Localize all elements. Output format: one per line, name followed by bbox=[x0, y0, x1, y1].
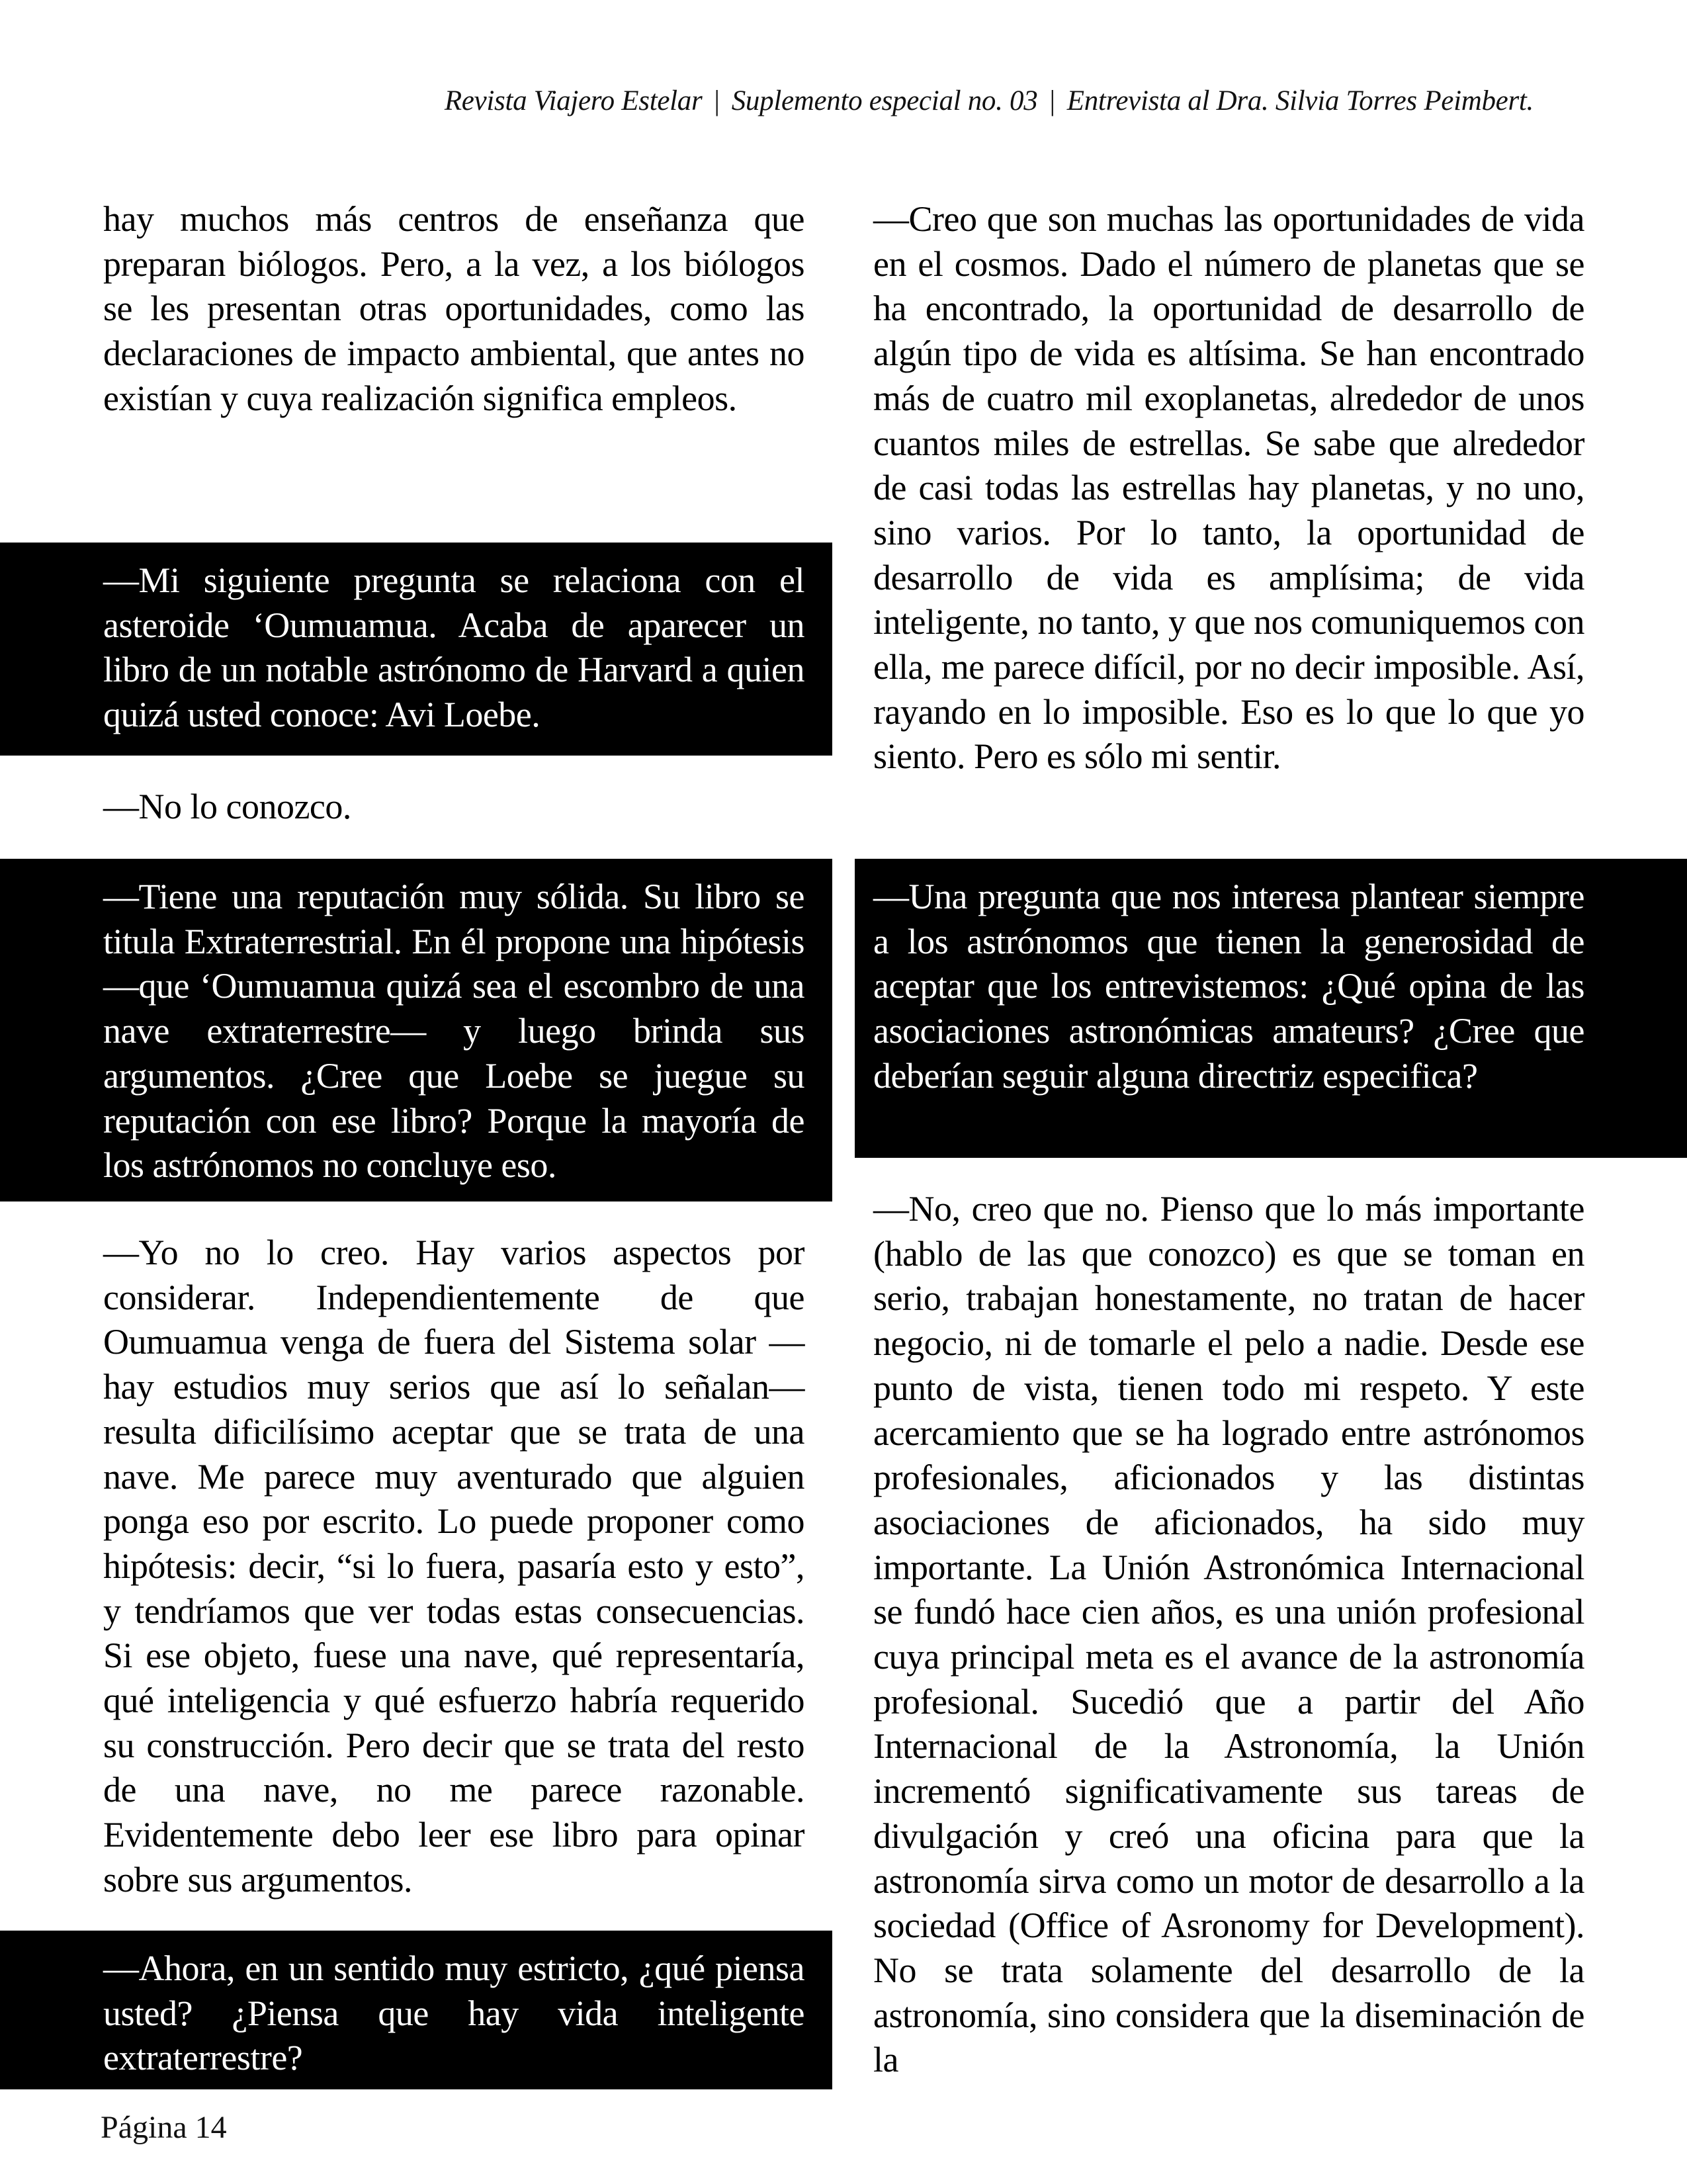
question-paragraph: —Mi siguiente pregunta se relaciona con el asteroide ‘Oumuamua. Acaba de aparecer un libro de un notable astrónomo de Harvard a quien quizá usted conoce: Avi Loebe. bbox=[103, 560, 804, 735]
page-number: Página 14 bbox=[101, 2110, 227, 2145]
running-header bbox=[331, 85, 1534, 117]
header-separator: | bbox=[714, 85, 720, 116]
question-box bbox=[855, 859, 1687, 1158]
answer-paragraph: —Yo no lo creo. Hay varios aspectos por considerar. Independientemente de que Oumuamua venga de fuera del Sistema solar —hay estudios muy serios que así lo señalan— resulta dificilísimo aceptar que se trata de una nave. Me parece muy aventurado que alguien ponga eso por escrito. Lo puede proponer como hipótesis: decir, “si lo fuera, pasaría esto y esto”, y tendríamos que ver todas estas consecuencias. Si ese objeto, fuese una nave, qué representaría, qué inteligencia y qué esfuerzo habría requerido su construcción. Pero decir que se trata del resto de una nave, no me parece razonable. Evidentemente debo leer ese libro para opinar sobre sus argumentos. bbox=[103, 1233, 804, 1900]
question-box bbox=[0, 859, 832, 1201]
question-paragraph: —Una pregunta que nos interesa plantear siempre a los astrónomos que tienen la generosidad de aceptar que los entrevistemos: ¿Qué opina de las asociaciones astronómicas amateurs? ¿Cree que deberían seguir alguna directriz especifica? bbox=[873, 877, 1584, 1096]
supplement-name: Suplemento especial no. 03 bbox=[731, 85, 1038, 116]
answer-paragraph: —Creo que son muchas las oportunidades de vida en el cosmos. Dado el número de planetas que se ha encontrado, la oportunidad de desarrollo de algún tipo de vida es altísima. Se han encontrado más de cuatro mil exoplanetas, alrededor de unos cuantos miles de estrellas. Se sabe que alrededor de casi todas las estrellas hay planetas, y no uno, sino varios. Por lo tanto, la oportunidad de desarrollo de vida es amplísima; de vida inteligente, no tanto, y que nos comuniquemos con ella, me parece difícil, por no decir imposible. Así, rayando en lo imposible. Eso es lo que lo que yo siento. Pero es sólo mi sentir. bbox=[873, 199, 1584, 777]
answer-paragraph: —No, creo que no. Pienso que lo más importante (hablo de las que conozco) es que se toman en serio, trabajan honestamente, no tratan de hacer negocio, ni de tomarle el pelo a nadie. Desde ese punto de vista, tienen todo mi respeto. Y este acercamiento que se ha logrado entre astrónomos profesionales, aficionados y las distintas asociaciones de aficionados, ha sido muy importante. La Unión Astronómica Internacional se fundó hace cien años, es una unión profesional cuya principal meta es el avance de la astronomía profesional. Sucedió que a partir del Año Internacional de la Astronomía, la Unión incrementó significativamente sus tareas de divulgación y creó una oficina para que la astronomía sirva como un motor de desarrollo a la sociedad (Office of Asronomy for Development). No se trata solamente del desarrollo de la astronomía, sino considera que la diseminación de la bbox=[873, 1189, 1584, 2080]
answer-paragraph: hay muchos más centros de enseñanza que preparan biólogos. Pero, a la vez, a los biólogos se les presentan otras oportunidades, como las declaraciones de impacto ambiental, que antes no existían y cuya realización significa empleos. bbox=[103, 199, 804, 418]
article-title: Entrevista al Dra. Silvia Torres Peimbert. bbox=[1066, 85, 1534, 116]
question-box bbox=[0, 543, 832, 756]
question-paragraph: —Tiene una reputación muy sólida. Su libro se titula Extraterrestrial. En él propone una hipótesis —que ‘Oumuamua quizá sea el escombro de una nave extraterrestre— y luego brinda sus argumentos. ¿Cree que Loebe se juegue su reputación con ese libro? Porque la mayoría de los astrónomos no concluye eso. bbox=[103, 877, 804, 1186]
question-paragraph: —Ahora, en un sentido muy estricto, ¿qué piensa usted? ¿Piensa que hay vida inteligente extraterrestre? bbox=[103, 1948, 804, 2078]
header-separator: | bbox=[1049, 85, 1055, 116]
publication-name: Revista Viajero Estelar bbox=[444, 85, 703, 116]
question-box bbox=[0, 1931, 832, 2089]
answer-paragraph: —No lo conozco. bbox=[103, 787, 351, 826]
